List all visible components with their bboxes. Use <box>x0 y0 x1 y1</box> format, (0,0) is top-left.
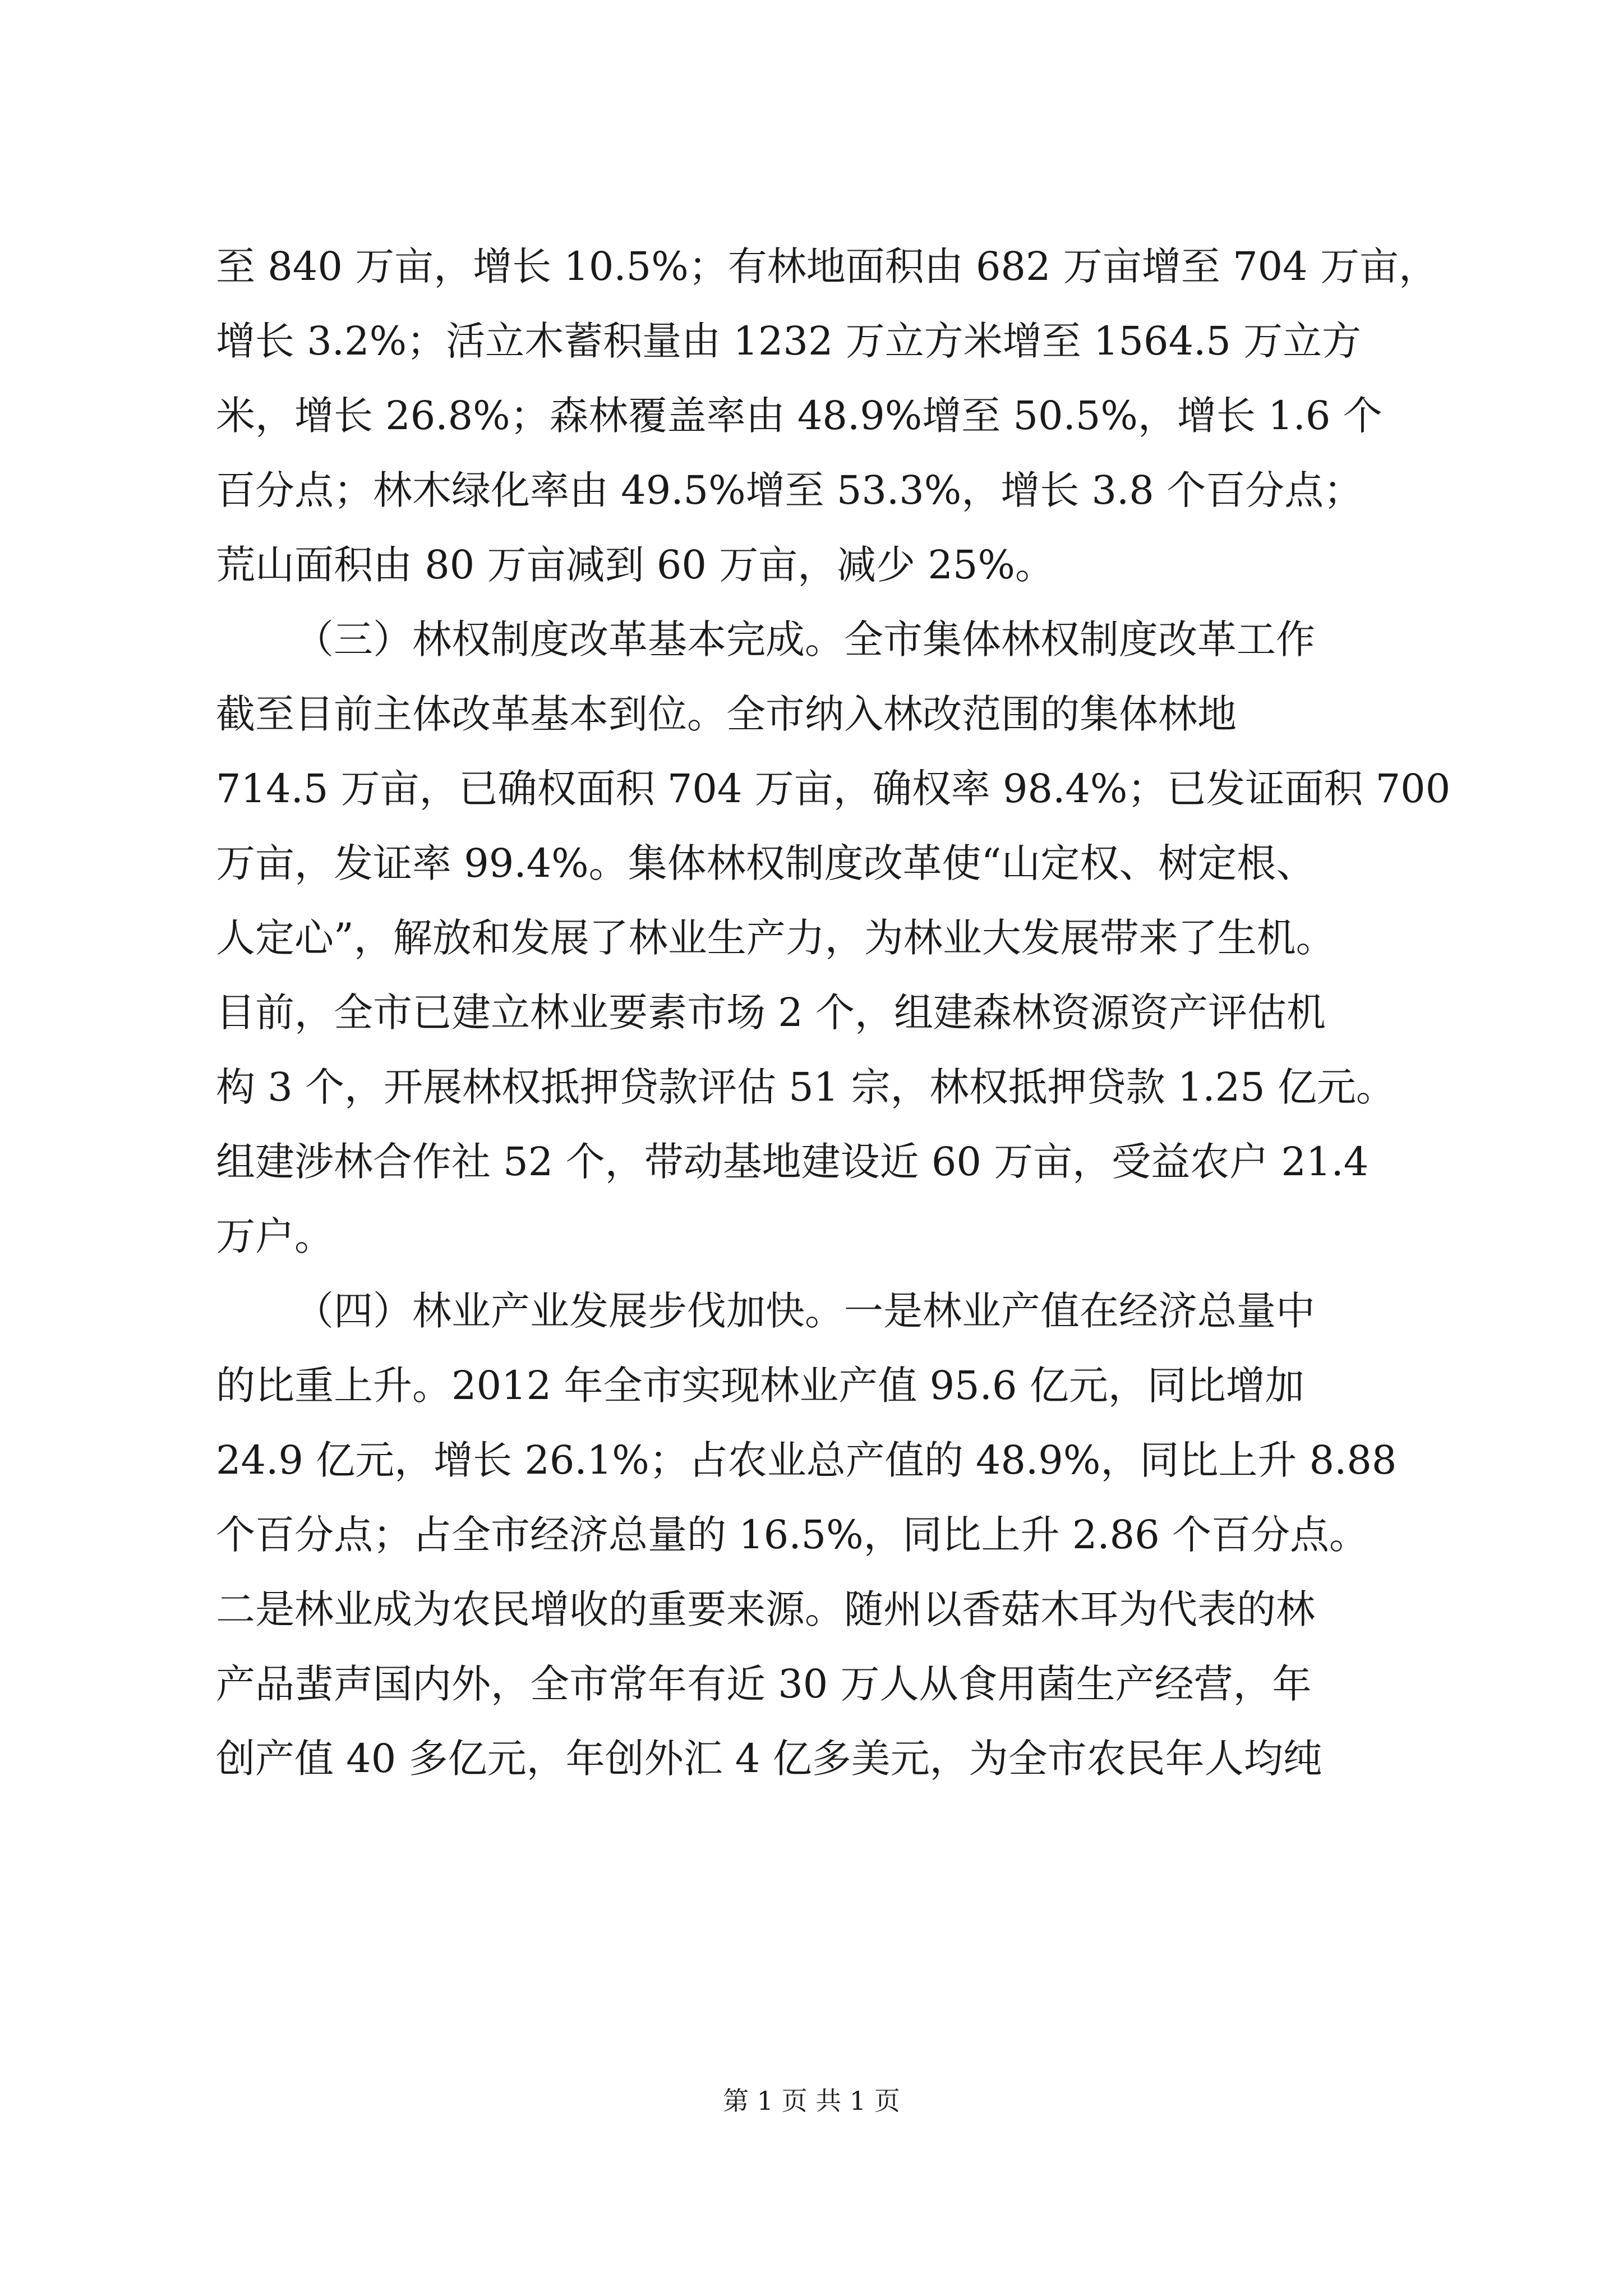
text-line: 人定心”，解放和发展了林业生产力，为林业大发展带来了生机。 <box>216 915 1335 961</box>
paragraph-heading-line: （四）林业产业发展步伐加快。一是林业产值在经济总量中 <box>294 1288 1315 1334</box>
text-line: 创产值 40 多亿元，年创外汇 4 亿多美元，为全市农民年人均纯 <box>216 1736 1322 1782</box>
text-line: 荒山面积由 80 万亩减到 60 万亩，减少 25%。 <box>216 542 1054 588</box>
text-line: 构 3 个，开展林权抵押贷款评估 51 宗，林权抵押贷款 1.25 亿元。 <box>216 1064 1395 1110</box>
page-footer: 第 1 页 共 1 页 <box>723 2086 900 2116</box>
text-line: 米，增长 26.8%；森林覆盖率由 48.9%增至 50.5%，增长 1.6 个 <box>216 393 1382 439</box>
paragraph-heading-line: （三）林权制度改革基本完成。全市集体林权制度改革工作 <box>294 616 1315 662</box>
text-line: 至 840 万亩，增长 10.5%；有林地面积由 682 万亩增至 704 万亩， <box>216 243 1438 289</box>
text-line: 714.5 万亩，已确权面积 704 万亩，确权率 98.4%；已发证面积 700 <box>216 766 1451 812</box>
text-line: 增长 3.2%；活立木蓄积量由 1232 万立方米增至 1564.5 万立方 <box>216 318 1362 364</box>
text-line: 目前，全市已建立林业要素市场 2 个，组建森林资源资产评估机 <box>216 990 1326 1036</box>
text-line: 个百分点；占全市经济总量的 16.5%，同比上升 2.86 个百分点。 <box>216 1512 1368 1558</box>
text-line: 二是林业成为农民增收的重要来源。随州以香菇木耳为代表的林 <box>216 1586 1315 1632</box>
text-line: 的比重上升。2012 年全市实现林业产值 95.6 亿元，同比增加 <box>216 1363 1304 1409</box>
text-line: 万户。 <box>216 1213 334 1259</box>
text-line: 24.9 亿元，增长 26.1%；占农业总产值的 48.9%，同比上升 8.88 <box>216 1437 1397 1483</box>
text-line: 截至目前主体改革基本到位。全市纳入林改范围的集体林地 <box>216 691 1237 737</box>
text-line: 组建涉林合作社 52 个，带动基地建设近 60 万亩，受益农户 21.4 <box>216 1139 1369 1185</box>
text-line: 产品蜚声国内外，全市常年有近 30 万人从食用菌生产经营，年 <box>216 1661 1312 1707</box>
text-line: 万亩，发证率 99.4%。集体林权制度改革使“山定权、树定根、 <box>216 840 1316 886</box>
text-line: 百分点；林木绿化率由 49.5%增至 53.3%，增长 3.8 个百分点； <box>216 467 1363 513</box>
